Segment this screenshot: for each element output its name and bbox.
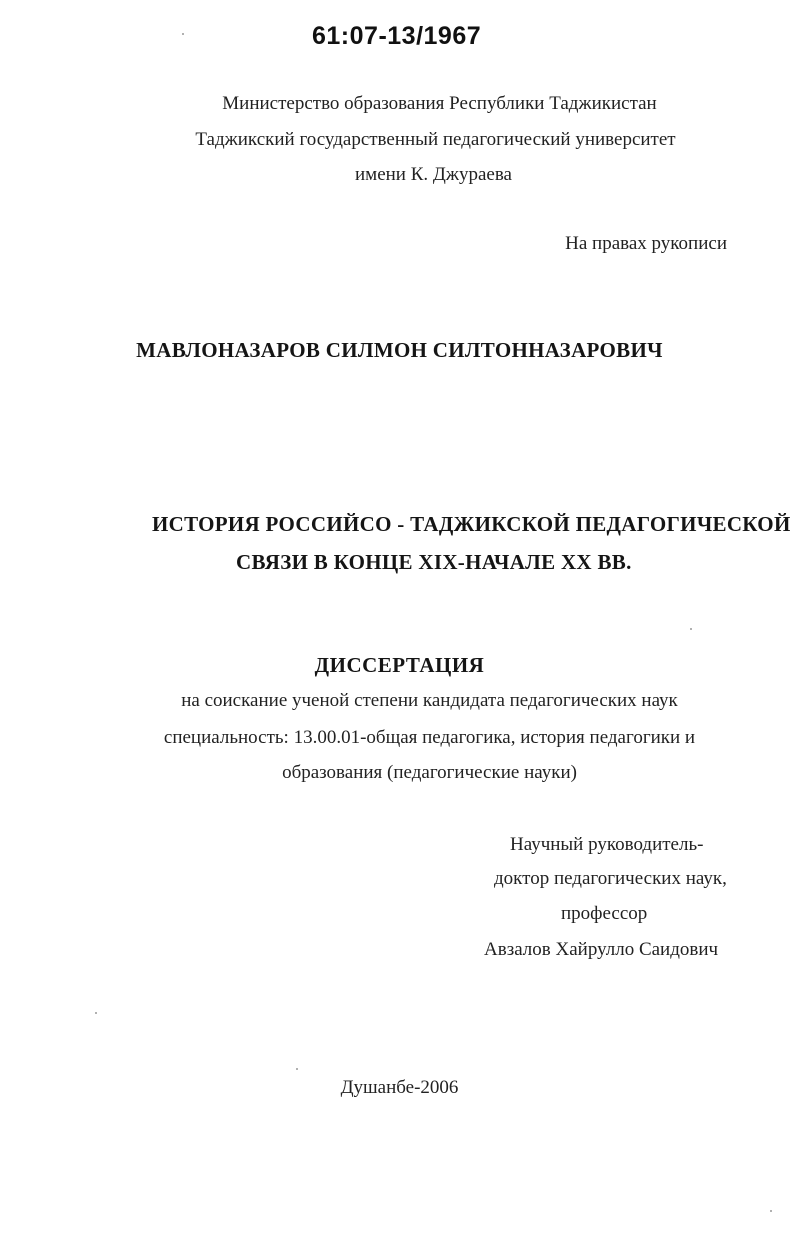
thesis-title-line-1: ИСТОРИЯ РОССИЙСО - ТАДЖИКСКОЙ ПЕДАГОГИЧЕСКОЙ <box>152 512 791 536</box>
thesis-title-line-2: СВЯЗИ В КОНЦЕ XIX-НАЧАЛЕ XX ВВ. <box>236 550 632 574</box>
specialty-line-1: специальность: 13.00.01-общая педагогика, история педагогики и <box>163 727 696 748</box>
supervisor-role: Научный руководитель- <box>510 834 704 855</box>
university-name: Таджикский государственный педагогический университет <box>195 129 676 150</box>
dissertation-label: ДИССЕРТАЦИЯ <box>314 653 485 677</box>
ministry-name: Министерство образования Республики Таджикистан <box>222 93 657 114</box>
scan-speck <box>95 1012 97 1014</box>
rights-note: На правах рукописи <box>565 233 727 254</box>
university-named-after: имени К. Джураева <box>355 164 512 185</box>
scan-speck <box>690 628 692 630</box>
scan-speck <box>296 1068 298 1070</box>
specialty-line-2: образования (педагогические науки) <box>282 762 577 783</box>
scan-speck <box>182 33 184 35</box>
archive-code: 61:07-13/1967 <box>312 22 482 50</box>
author-name: МАВЛОНАЗАРОВ СИЛМОН СИЛТОННАЗАРОВИЧ <box>136 338 663 362</box>
scan-speck <box>770 1210 772 1212</box>
city-year: Душанбе-2006 <box>340 1077 459 1098</box>
degree-purpose: на соискание ученой степени кандидата педагогических наук <box>181 690 678 711</box>
supervisor-name: Авзалов Хайрулло Саидович <box>484 939 719 960</box>
supervisor-degree: доктор педагогических наук, <box>494 868 727 889</box>
supervisor-rank: профессор <box>561 903 648 924</box>
